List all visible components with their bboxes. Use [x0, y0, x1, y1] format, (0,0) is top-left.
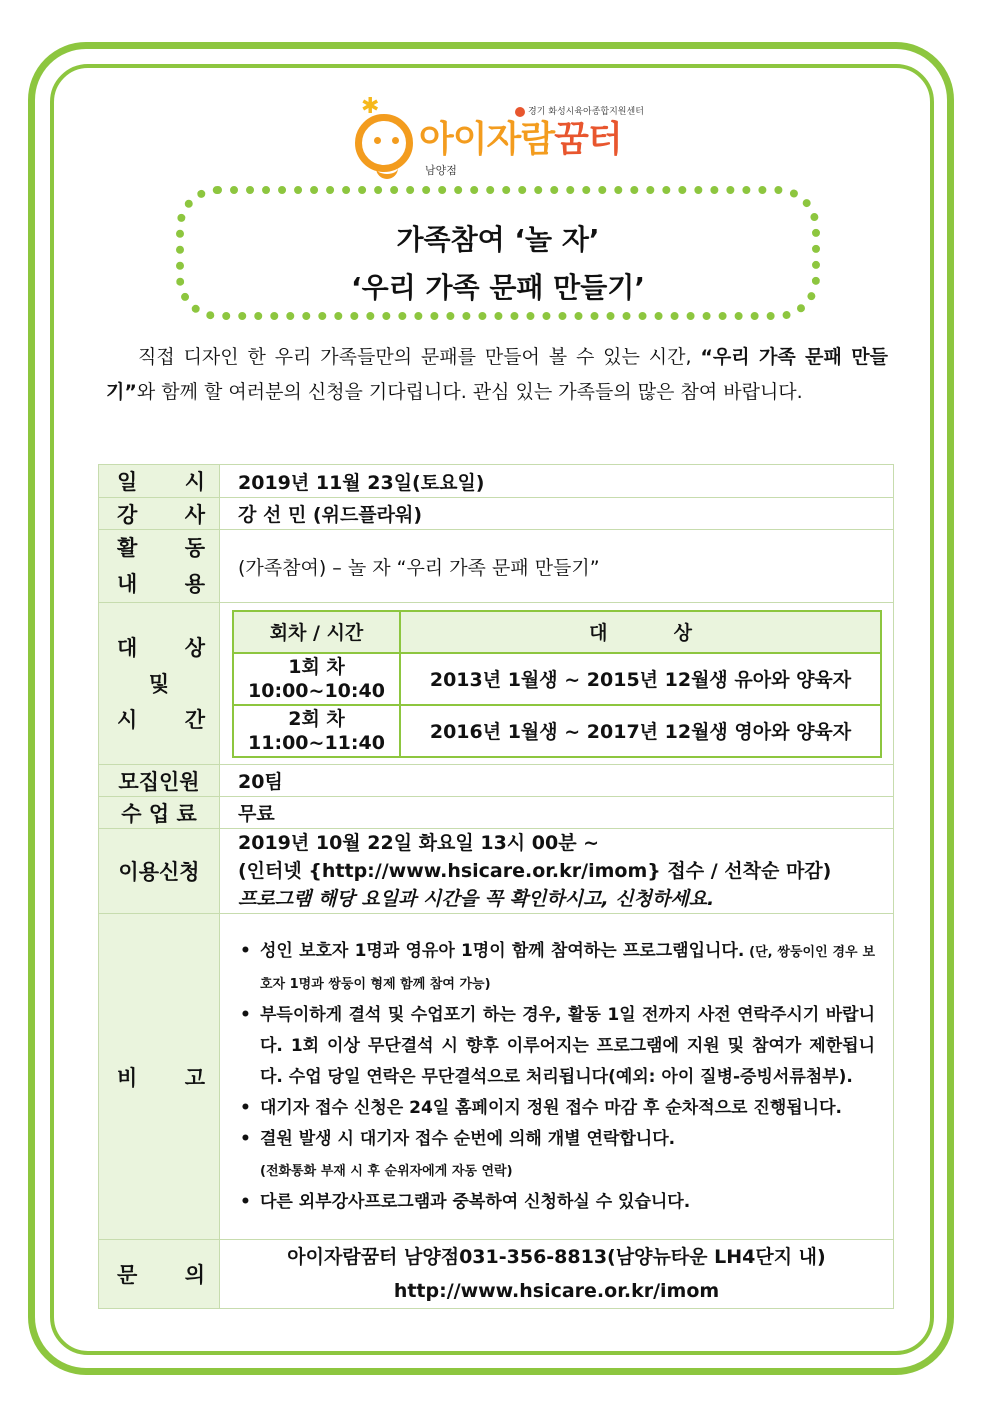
- title-line-2: ‘우리 가족 문패 만들기’: [351, 271, 645, 304]
- remark-item: • 성인 보호자 1명과 영유아 1명이 함께 참여하는 프로그램입니다. (단, 쌍둥이인 경우 보호자 1명과 쌍둥이 형제 함께 참여 가능): [238, 936, 875, 1000]
- sprout-icon: ✱: [361, 94, 380, 119]
- schedule-table: [232, 610, 882, 758]
- apply-start: 2019년 10월 22일 화요일 13시 00분 ~: [238, 832, 600, 854]
- date-value: 2019년 11월 23일(토요일): [220, 465, 894, 498]
- title-box: [176, 186, 820, 320]
- remark-item: • 다른 외부강사프로그램과 중복하여 신청하실 수 있습니다.: [238, 1187, 875, 1218]
- logo-name: 아이자람꿈터: [419, 119, 622, 160]
- info-table: [98, 464, 894, 1309]
- apply-note: 프로그램 해당 요일과 시간을 꼭 확인하시고, 신청하세요.: [238, 888, 715, 910]
- row-contact: 문 의 아이자람꿈터 남양점031-356-8813(남양뉴타운 LH4단지 내) http://www.hsicare.or.kr/imom: [99, 1240, 894, 1309]
- row-date: 일 시 2019년 11월 23일(토요일): [99, 465, 894, 498]
- title-line-1: 가족참여 ‘놀 자’: [396, 223, 600, 256]
- row-apply: 이용신청 2019년 10월 22일 화요일 13시 00분 ~ (인터넷 {http://www.hsicare.or.kr/imom} 접수 / 선착순 마감) 프로그램 해당 요일과 시간을 꼭 확인하시고, 신청하세요.: [99, 829, 894, 914]
- schedule-row: 2회 차 11:00~11:40 2016년 1월생 ~ 2017년 12월생 영아와 양육자: [233, 705, 881, 757]
- recruit-value: 20팀: [220, 765, 894, 797]
- contact-url[interactable]: http://www.hsicare.or.kr/imom: [393, 1280, 720, 1302]
- remark-item: • 대기자 접수 신청은 24일 홈페이지 정원 접수 마감 후 순차적으로 진행됩니다.: [238, 1093, 875, 1124]
- row-remarks: 비 고 • 성인 보호자 1명과 영유아 1명이 함께 참여하는 프로그램입니다. (단, 쌍둥이인 경우 보호자 1명과 쌍둥이 형제 함께 참여 가능) • 부득이하게 결석 및 수업포기 하는 경우, 활동 1일 전까지 사전 연락주시기 바랍니다. 1회 이상 무단결석 시 향후 이루어지는 프로그램에 지원 및 참여가 제한됩니다. 수업 당일 연락은 무단결석으로 처리됩니다(예외: 아이 질병-증빙서류첨부). • 대기자 접수 신청은 24일 홈페이지 정원 접수 마감 후 순차적으로 진행됩니다. • 결원 발생 시 대기자 접수 순번에 의해 개별 연락합니다. (전화통화 부재 시 후 순위자에게 자동 연락) • 다른 외부강사프로그램과 중복하여 신청하실 수 있습니다.: [99, 914, 894, 1240]
- activity-value: (가족참여) – 놀 자 “우리 가족 문패 만들기”: [220, 530, 894, 603]
- apply-method: (인터넷 {http://www.hsicare.or.kr/imom} 접수 / 선착순 마감): [238, 860, 832, 882]
- row-recruit: 모집인원 20팀: [99, 765, 894, 797]
- col-time-header: 회차 / 시간: [233, 611, 400, 653]
- logo-org: 경기 화성시육아종합지원센터: [515, 104, 644, 117]
- logo-branch: 남양점: [425, 164, 457, 177]
- contact-phone: 아이자람꿈터 남양점031-356-8813(남양뉴타운 LH4단지 내): [287, 1246, 826, 1268]
- row-activity: 활 동 내 용 (가족참여) – 놀 자 “우리 가족 문패 만들기”: [99, 530, 894, 603]
- smiley-face-icon: [355, 114, 413, 172]
- intro-paragraph: 직접 디자인 한 우리 가족들만의 문패를 만들어 볼 수 있는 시간, “우리 가족 문패 만들기”와 함께 할 여러분의 신청을 기다립니다. 관심 있는 가족들의 많은 참여 바랍니다.: [106, 346, 889, 403]
- center-logo: [355, 96, 655, 186]
- instructor-value: 강 선 민 (위드플라워): [220, 498, 894, 530]
- org-mark-icon: [515, 107, 525, 117]
- remark-item: • 부득이하게 결석 및 수업포기 하는 경우, 활동 1일 전까지 사전 연락주시기 바랍니다. 1회 이상 무단결석 시 향후 이루어지는 프로그램에 지원 및 참여가 제한됩니다. 수업 당일 연락은 무단결석으로 처리됩니다(예외: 아이 질병-증빙서류첨부).: [238, 1000, 875, 1093]
- col-target-header: 대 상: [400, 611, 881, 653]
- schedule-row: 1회 차 10:00~10:40 2013년 1월생 ~ 2015년 12월생 유아와 양육자: [233, 653, 881, 705]
- row-fee: 수 업 료 무료: [99, 797, 894, 829]
- remarks-list: [220, 932, 893, 1222]
- row-instructor: 강 사 강 선 민 (위드플라워): [99, 498, 894, 530]
- row-target: 대 상 및 시 간 회차 / 시간 대 상 1회 차 10:00~10:40 2013년 1월생 ~ 2015년 12월생 유아와 양육자 2회 차 11:00~11:40 2016년 1월생 ~ 2017년 12월생 영아와 양육자: [99, 603, 894, 765]
- fee-value: 무료: [220, 797, 894, 829]
- remark-item: • 결원 발생 시 대기자 접수 순번에 의해 개별 연락합니다. (전화통화 부재 시 후 순위자에게 자동 연락): [238, 1124, 875, 1187]
